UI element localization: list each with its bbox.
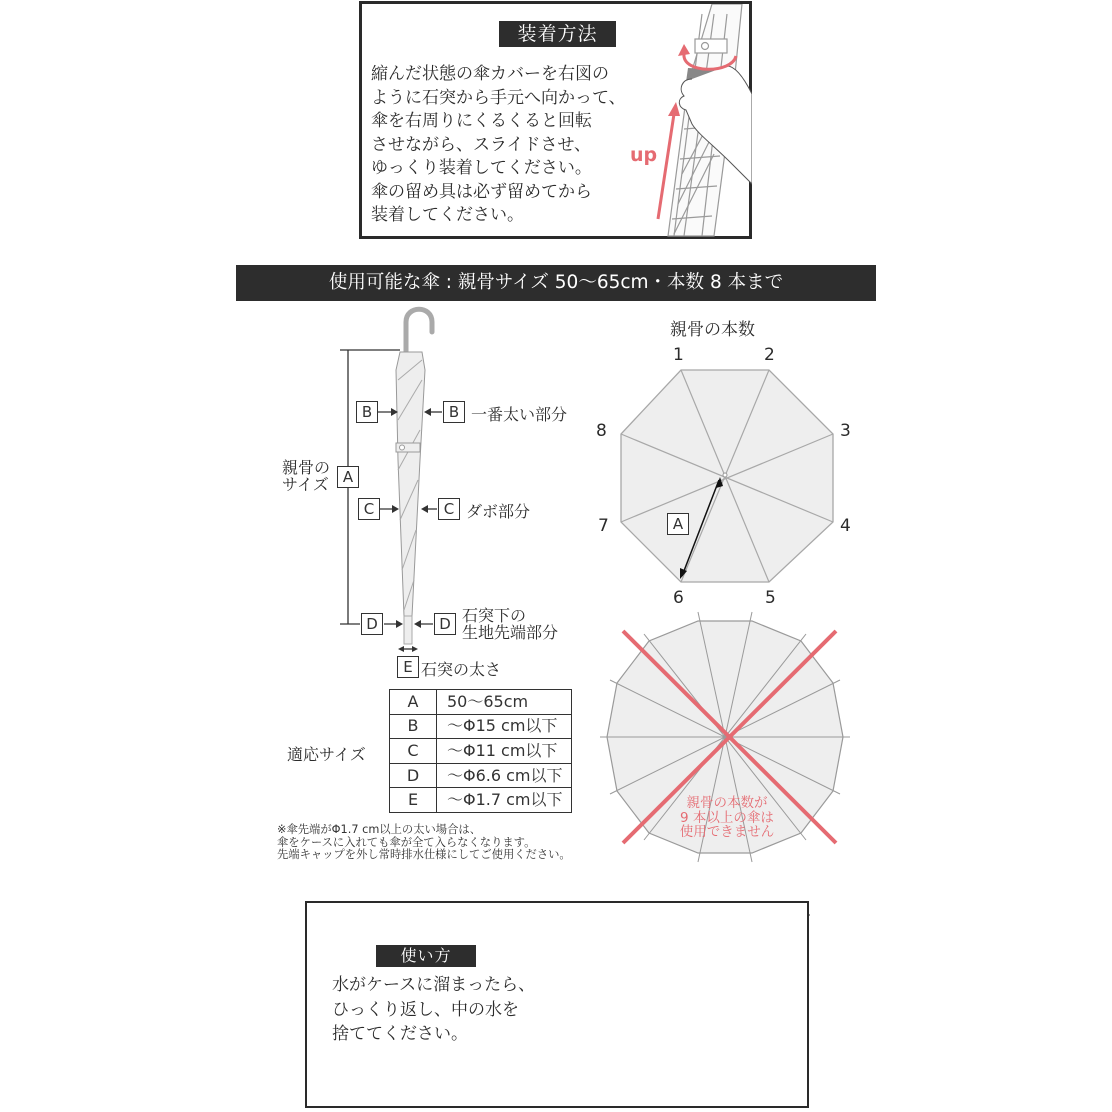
usage-instructions [332, 973, 535, 1047]
nine-ribs-warning [664, 796, 790, 840]
rib-number-3: 3 [840, 421, 851, 441]
install-method-title: 装着方法 [499, 21, 616, 47]
dowel-part-label: ダボ部分 [466, 502, 531, 521]
rib-number-8: 8 [596, 421, 607, 441]
install-line: 縮んだ状態の傘カバーを右図の [371, 64, 609, 84]
usage-line: 水がケースに溜まったら、 [332, 975, 536, 995]
up-label: up [630, 144, 658, 166]
note-line: ※傘先端がΦ1.7 cm以上の太い場合は、 [277, 823, 481, 836]
rib-count-title: 親骨の本数 [670, 320, 755, 340]
marker-b-left: B [356, 401, 378, 423]
fabric-tip-label [462, 607, 558, 641]
usage-line: 捨ててください。 [332, 1024, 468, 1044]
install-line: 装着してください。 [371, 205, 524, 225]
note-line: 傘をケースに入れても傘が全て入らなくなります。 [277, 835, 536, 849]
rib-number-2: 2 [764, 345, 775, 365]
usage-line: ひっくり返し、中の水を [332, 999, 519, 1020]
size-key: E [390, 788, 437, 813]
marker-a: A [337, 466, 359, 488]
marker-b-right: B [443, 401, 465, 423]
table-row [390, 788, 572, 813]
fabric-tip-label-line: 生地先端部分 [462, 623, 559, 642]
marker-c-right: C [438, 498, 460, 520]
marker-e: E [397, 656, 419, 678]
install-line: ように石突から手元へ向かって、 [371, 87, 626, 108]
usage-panel [305, 901, 809, 1108]
usable-umbrella-header: 使用可能な傘 : 親骨サイズ 50〜65cm・本数 8 本まで [236, 265, 876, 301]
rib-number-1: 1 [673, 345, 684, 365]
table-row [390, 763, 572, 788]
size-value: 〜Φ11 cm以下 [437, 739, 572, 764]
table-row [390, 690, 572, 715]
size-key: C [390, 739, 437, 764]
marker-c-left: C [358, 498, 380, 520]
size-key: B [390, 714, 437, 739]
install-line: 傘の留め具は必ず留めてから [371, 181, 592, 202]
rib-size-label-line: 親骨の [282, 458, 331, 477]
marker-d-right: D [434, 613, 456, 635]
thickest-part-label: 一番太い部分 [471, 405, 568, 424]
rib-number-5: 5 [765, 588, 776, 608]
table-row [390, 714, 572, 739]
marker-d-left: D [361, 613, 383, 635]
size-value: 〜Φ15 cm以下 [437, 714, 572, 739]
size-value: 〜Φ6.6 cm以下 [437, 763, 572, 788]
size-value: 50〜65cm [437, 690, 572, 715]
usage-title: 使い方 [376, 945, 476, 967]
size-value: 〜Φ1.7 cm以下 [437, 788, 572, 813]
warning-line: 9 本以上の傘は [680, 809, 774, 826]
warning-line: 親骨の本数が [686, 795, 768, 811]
install-line: 傘を右周りにくるくると回転 [371, 111, 592, 131]
size-table [389, 689, 572, 813]
table-row [390, 739, 572, 764]
size-key: D [390, 763, 437, 788]
rib-number-4: 4 [840, 516, 851, 536]
marker-a-octagon: A [667, 513, 689, 535]
install-line: させながら、スライドさせ、 [371, 134, 591, 155]
eight-rib-octagon [621, 370, 833, 582]
ferrule-thickness-label: 石突の太さ [421, 660, 502, 679]
note-line: 先端キャップを外し常時排水仕様にしてご使用ください。 [277, 848, 571, 861]
rib-number-6: 6 [673, 588, 684, 608]
install-line: ゆっくり装着してください。 [371, 158, 592, 178]
size-note [277, 824, 571, 862]
fabric-tip-label-line: 石突下の [462, 606, 527, 625]
applicable-size-label: 適応サイズ [287, 745, 366, 764]
rib-size-label-line: サイズ [282, 475, 329, 494]
warning-line: 使用できません [679, 824, 775, 840]
rib-number-7: 7 [598, 516, 609, 536]
rib-size-label [282, 459, 330, 493]
size-key: A [390, 690, 437, 715]
